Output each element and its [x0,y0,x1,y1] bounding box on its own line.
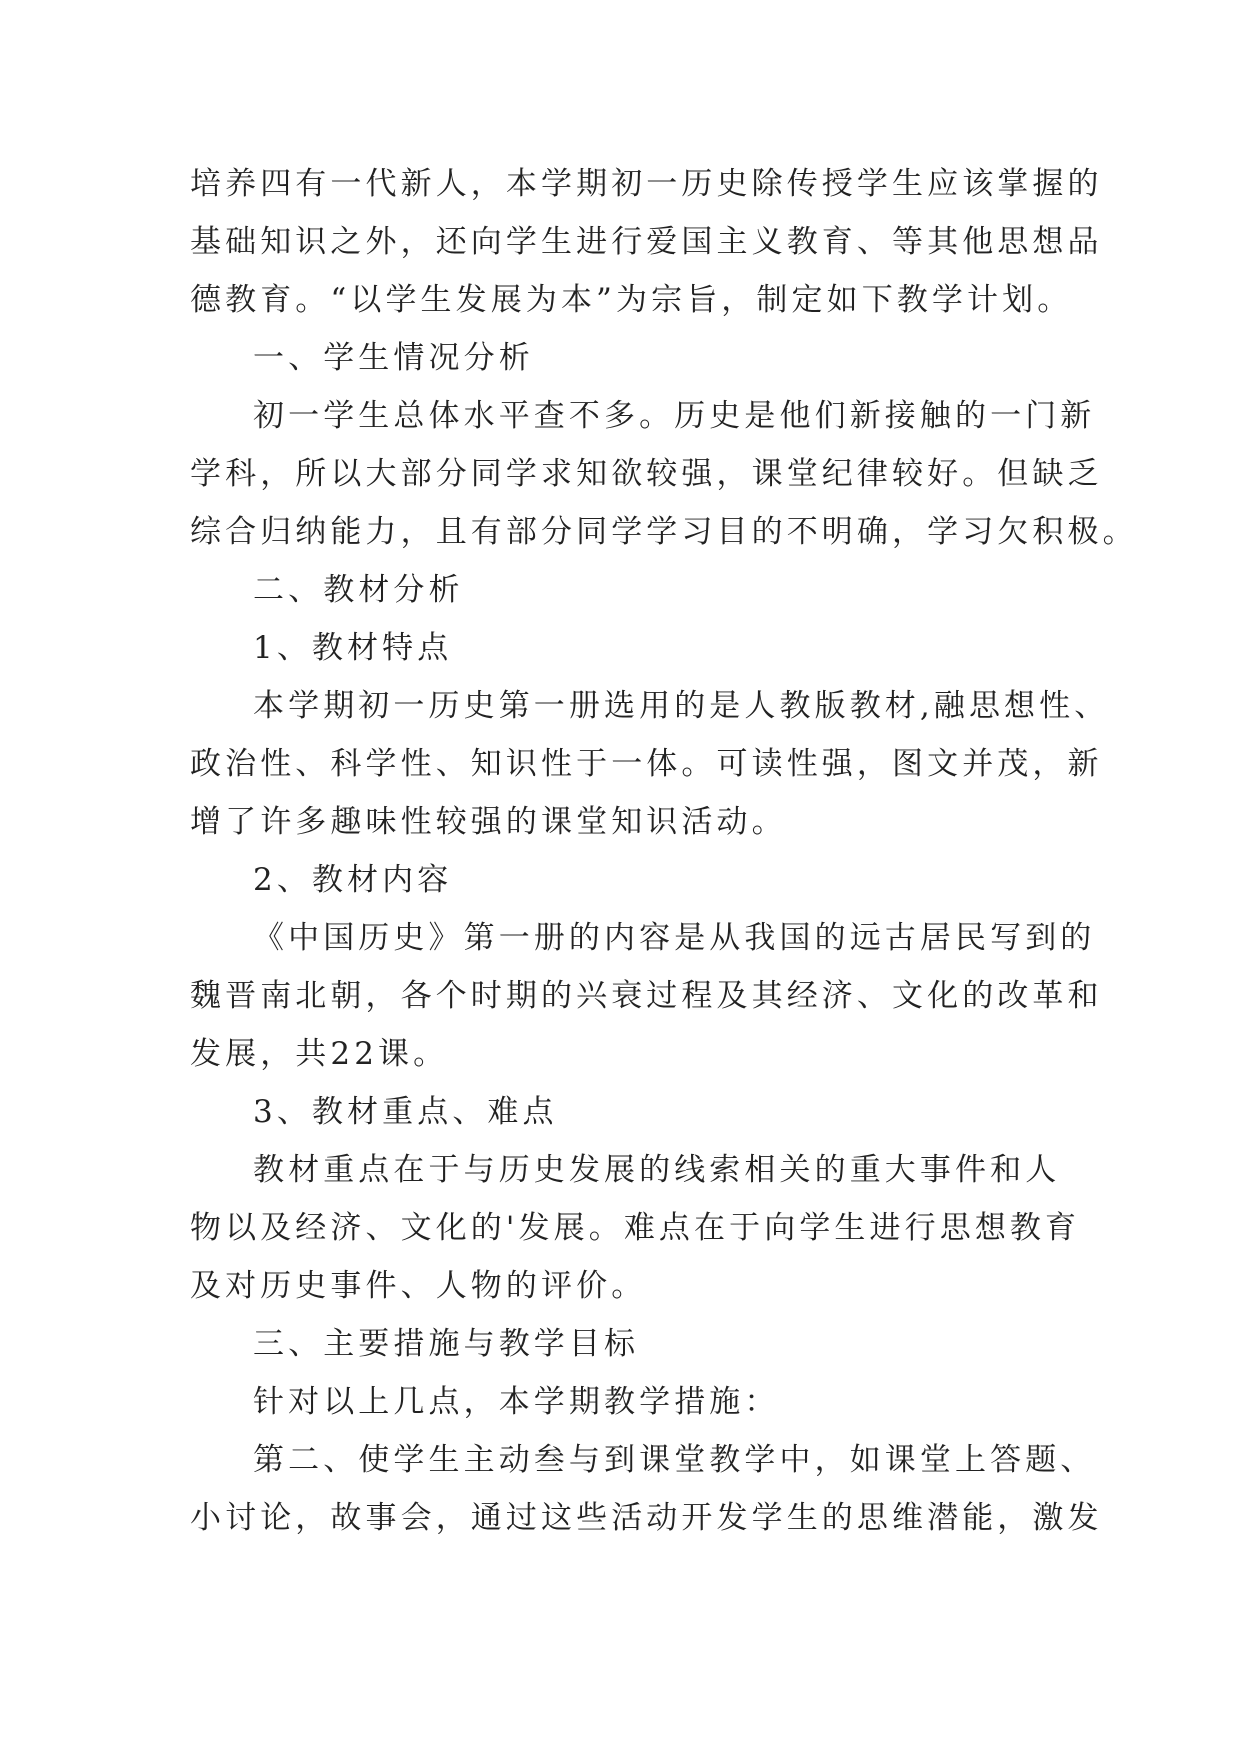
paragraph-students-line-3: 综合归纳能力，且有部分同学学习目的不明确，学习欠积极。 [190,514,1138,550]
subheading-key-points: 3、教材重点、难点 [253,1094,558,1130]
heading-measures-goals: 三、主要措施与教学目标 [253,1326,640,1362]
paragraph-intro-line-2: 基础知识之外，还向学生进行爱国主义教育、等其他思想品 [190,224,1103,260]
paragraph-measure-two-line-2: 小讨论，故事会，通过这些活动开发学生的思维潜能，激发 [190,1500,1103,1536]
paragraph-content-line-1: 《中国历史》第一册的内容是从我国的远古居民写到的 [253,920,1096,956]
paragraph-intro-line-3: 德教育。“以学生发展为本”为宗旨，制定如下教学计划。 [190,282,1073,318]
paragraph-intro-line-1: 培养四有一代新人，本学期初一历史除传授学生应该掌握的 [190,166,1103,202]
paragraph-students-line-1: 初一学生总体水平查不多。历史是他们新接触的一门新 [253,398,1096,434]
paragraph-students-line-2: 学科，所以大部分同学求知欲较强，课堂纪律较好。但缺乏 [190,456,1103,492]
paragraph-content-line-3: 发展，共22课。 [190,1036,449,1072]
paragraph-key-points-line-1: 教材重点在于与历史发展的线索相关的重大事件和人 [253,1152,1061,1188]
paragraph-features-line-3: 增了许多趣味性较强的课堂知识活动。 [190,804,787,840]
paragraph-features-line-1: 本学期初一历史第一册选用的是人教版教材,融思想性、 [253,688,1110,724]
paragraph-key-points-line-2: 物以及经济、文化的'发展。难点在于向学生进行思想教育 [190,1210,1081,1246]
paragraph-measure-two-line-1: 第二、使学生主动叁与到课堂教学中，如课堂上答题、 [253,1442,1096,1478]
paragraph-measures-intro: 针对以上几点，本学期教学措施： [253,1384,780,1420]
subheading-textbook-features: 1、教材特点 [253,630,453,666]
paragraph-key-points-line-3: 及对历史事件、人物的评价。 [190,1268,647,1304]
subheading-textbook-content: 2、教材内容 [253,862,453,898]
heading-textbook-analysis: 二、教材分析 [253,572,464,608]
heading-student-analysis: 一、学生情况分析 [253,340,534,376]
paragraph-features-line-2: 政治性、科学性、知识性于一体。可读性强，图文并茂，新 [190,746,1103,782]
paragraph-content-line-2: 魏晋南北朝，各个时期的兴衰过程及其经济、文化的改革和 [190,978,1103,1014]
